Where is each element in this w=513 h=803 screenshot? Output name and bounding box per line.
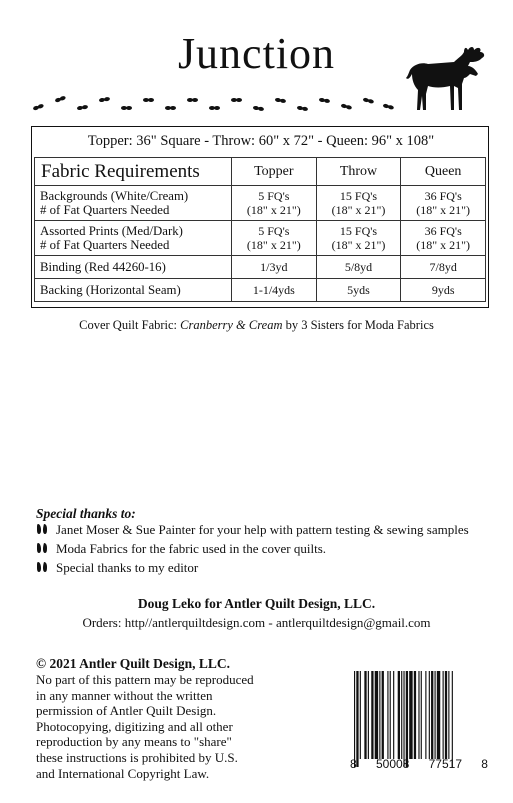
column-header-throw: Throw [316, 158, 401, 186]
barcode-digit-group: 8 [350, 757, 357, 771]
row-label-line: # of Fat Quarters Needed [40, 238, 170, 252]
table-cell [401, 186, 486, 221]
cell-line: (18" x 21") [331, 203, 386, 217]
barcode-bar [448, 671, 449, 759]
barcode-bar [418, 671, 419, 759]
table-cell [232, 186, 317, 221]
barcode-bar [445, 671, 447, 759]
barcode-bar [382, 671, 384, 759]
column-header-queen: Queen [401, 158, 486, 186]
row-label-line: Backgrounds (White/Cream) [40, 189, 189, 203]
copyright-line: these instructions is prohibited by U.S. [36, 749, 238, 765]
row-label [35, 186, 232, 221]
table-row [35, 279, 486, 302]
cell-line: 15 FQ's [339, 189, 378, 203]
barcode-bar [406, 671, 408, 767]
thanks-item-text: Moda Fabrics for the fabric used in the cover quilts. [56, 541, 327, 556]
row-label-line: Assorted Prints (Med/Dark) [40, 224, 183, 238]
barcode-bar [390, 671, 391, 759]
row-label-line: # of Fat Quarters Needed [40, 203, 170, 217]
copyright-notice [36, 672, 296, 781]
author-line: Doug Leko for Antler Quilt Design, LLC. [137, 596, 376, 611]
table-header-row [35, 158, 486, 186]
copyright-line: No part of this pattern may be reproduced [36, 672, 254, 687]
barcode-bar [452, 671, 453, 767]
cell-line: 15 FQ's [339, 224, 378, 238]
copyright-line: in any manner without the written [36, 687, 213, 703]
table-cell: 7/8yd [401, 256, 486, 279]
barcode-digit-group: 50008 [375, 757, 410, 771]
cell-line: (18" x 21") [416, 238, 471, 252]
barcode-bar [368, 671, 369, 759]
cover-fabric-note [0, 318, 513, 333]
column-header-topper: Topper [232, 158, 317, 186]
fabric-requirements-box [31, 126, 489, 308]
barcode-bar [429, 671, 430, 759]
thanks-item [36, 560, 198, 576]
cell-line: (18" x 21") [416, 203, 471, 217]
table-row [35, 256, 486, 279]
barcode-bar [401, 671, 402, 759]
barcode-digits [350, 757, 488, 771]
footprint-bullet-icon [36, 523, 48, 535]
row-label [35, 221, 232, 256]
cell-line: 5 FQ's [258, 189, 290, 203]
cover-suffix: by 3 Sisters for Moda Fabrics [282, 318, 434, 332]
barcode-bar [387, 671, 388, 759]
cell-line: 36 FQ's [424, 224, 462, 238]
barcode-bar [425, 671, 426, 759]
barcode-bar [443, 671, 444, 759]
barcode-bar [375, 671, 378, 759]
barcode-digit-group: 8 [481, 757, 488, 771]
quilt-sizes-line: Topper: 36" Square - Throw: 60" x 72" - Queen: 96" x 108" [87, 133, 435, 149]
barcode-bar [414, 671, 416, 759]
table-row [35, 221, 486, 256]
cell-line: 5 FQ's [258, 224, 290, 238]
copyright-line: permission of Antler Quilt Design. [36, 703, 217, 719]
special-thanks-heading: Special thanks to: [36, 506, 136, 521]
table-cell [232, 221, 317, 256]
orders-line: Orders: http//antlerquiltdesign.com - antlerquiltdesign@gmail.com [82, 615, 431, 630]
barcode-bar [398, 671, 400, 759]
fabric-requirements-table [34, 157, 486, 302]
barcode-bar [437, 671, 440, 759]
barcode-digit-group: 77517 [428, 757, 462, 771]
cell-line: (18" x 21") [246, 203, 301, 217]
thanks-item-text: Janet Moser & Sue Painter for your help with pattern testing & sewing samples [56, 522, 469, 537]
copyright-heading: © 2021 Antler Quilt Design, LLC. [36, 656, 230, 671]
table-title: Fabric Requirements [35, 158, 232, 186]
pattern-title: Junction [177, 29, 336, 78]
copyright-line: and International Copyright Law. [36, 765, 210, 781]
barcode-bar [356, 671, 358, 767]
row-label: Binding (Red 44260-16) [35, 256, 232, 279]
copyright-line: reproduction by any means to "share" [36, 734, 232, 750]
table-cell [316, 186, 401, 221]
barcode-bar [431, 671, 433, 759]
barcode-bar [409, 671, 412, 759]
cover-prefix: Cover Quilt Fabric: [79, 318, 181, 332]
thanks-item [36, 522, 469, 538]
barcode-bar [403, 671, 404, 767]
cell-line: (18" x 21") [331, 238, 386, 252]
barcode-bar [393, 671, 394, 759]
animal-tracks-icon [28, 92, 398, 116]
table-row [35, 186, 486, 221]
barcode-bar [354, 671, 355, 767]
barcode-bar [364, 671, 366, 759]
cell-line: (18" x 21") [246, 238, 301, 252]
barcode-bar [435, 671, 436, 759]
table-cell [316, 221, 401, 256]
footprint-bullet-icon [36, 542, 48, 554]
table-cell: 9yds [401, 279, 486, 302]
moose-silhouette-icon [404, 44, 488, 114]
cell-line: 36 FQ's [424, 189, 462, 203]
barcode-bar [379, 671, 380, 759]
row-label: Backing (Horizontal Seam) [35, 279, 232, 302]
table-cell: 5/8yd [316, 256, 401, 279]
table-cell [401, 221, 486, 256]
table-cell: 5yds [316, 279, 401, 302]
thanks-item [36, 541, 326, 557]
copyright-line: Photocopying, digitizing and all other [36, 718, 233, 734]
barcode-bar [371, 671, 373, 759]
thanks-item-text: Special thanks to my editor [56, 560, 199, 575]
footprint-bullet-icon [36, 561, 48, 573]
barcode-bar [360, 671, 361, 759]
cover-fabric-name: Cranberry & Cream [180, 318, 283, 332]
table-cell: 1/3yd [232, 256, 317, 279]
table-cell: 1-1/4yds [232, 279, 317, 302]
barcode-bar [421, 671, 422, 759]
